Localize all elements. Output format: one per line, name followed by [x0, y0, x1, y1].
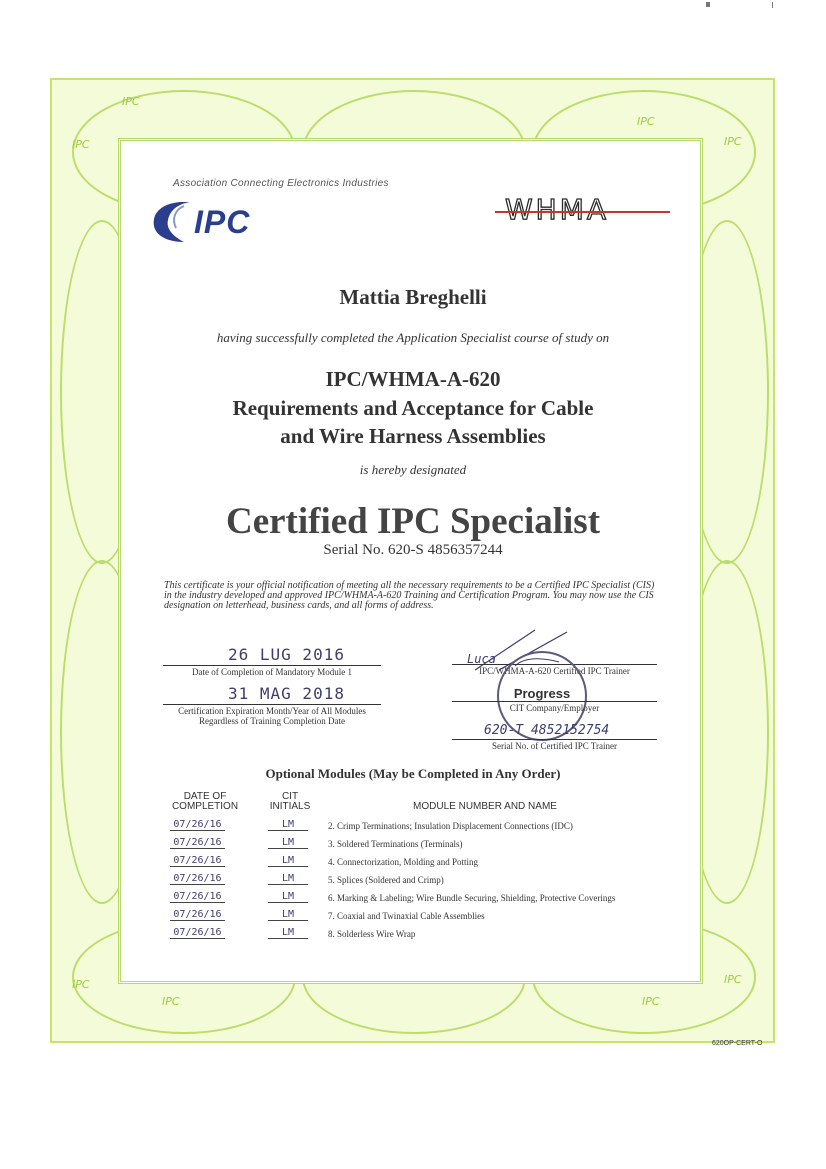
- module-initials: LM: [268, 819, 308, 831]
- border-ipc-mark: IPC: [162, 995, 180, 1008]
- border-ipc-mark: IPC: [72, 138, 90, 151]
- module-date: 07/26/16: [170, 819, 225, 831]
- module-initials: LM: [268, 855, 308, 867]
- module-date: 07/26/16: [170, 909, 225, 921]
- expiration-date-rule: [163, 704, 381, 705]
- completion-date-label: Date of Completion of Mandatory Module 1: [192, 667, 352, 677]
- border-ipc-mark: IPC: [724, 135, 742, 148]
- notice-line: designation on letterhead, business cards, and all forms of address.: [164, 600, 434, 611]
- standard-title-line: Requirements and Acceptance for Cable: [232, 396, 594, 420]
- border-ipc-mark: IPC: [642, 995, 660, 1008]
- trainer-label: IPC/WHMA-A-620 Certified IPC Trainer: [479, 666, 630, 676]
- module-initials: LM: [268, 873, 308, 885]
- signature-text: Luca: [467, 652, 496, 666]
- col-initials-header-line: CIT: [281, 791, 299, 802]
- module-date: 07/26/16: [170, 873, 225, 885]
- standard-title-line: and Wire Harness Assemblies: [280, 424, 546, 448]
- border-ipc-mark: IPC: [637, 115, 655, 128]
- specialist-serial: Serial No. 620-S 4856357244: [323, 542, 503, 558]
- module-name: 2. Crimp Terminations; Insulation Displacement Connections (IDC): [328, 821, 573, 831]
- company-label: CIT Company/Employer: [509, 703, 600, 713]
- ipc-logo: [150, 198, 270, 244]
- expiration-date-label: Certification Expiration Month/Year of All Modules: [178, 706, 366, 716]
- form-code: 620OP-CERT-O: [712, 1040, 763, 1047]
- whma-logo: [495, 193, 670, 226]
- module-name: 4. Connectorization, Molding and Potting: [328, 857, 478, 867]
- ipc-logo-text: IPC: [194, 204, 251, 240]
- col-initials-header-line: INITIALS: [269, 801, 311, 812]
- module-initials: LM: [268, 927, 308, 939]
- module-date: 07/26/16: [170, 855, 225, 867]
- module-name: 5. Splices (Soldered and Crimp): [328, 875, 444, 885]
- col-initials-header: [255, 792, 325, 812]
- modules-heading: Optional Modules (May be Completed in Any Order): [265, 766, 561, 781]
- company-rule: [452, 701, 657, 702]
- whma-logo-text: WHMA: [505, 193, 610, 226]
- ipc-tagline: Association Connecting Electronics Industries: [173, 178, 389, 189]
- module-row: [160, 891, 680, 909]
- notice-line: in the industry developed and approved IPC/WHMA-A-620 Training and Certification Program. You may now use the CIS: [164, 590, 654, 601]
- module-row: [160, 837, 680, 855]
- module-date: 07/26/16: [170, 837, 225, 849]
- module-row: [160, 855, 680, 873]
- border-ipc-mark: IPC: [122, 95, 140, 108]
- designation-title: Certified IPC Specialist: [225, 501, 601, 542]
- scan-mark: [706, 2, 710, 7]
- module-date: 07/26/16: [170, 891, 225, 903]
- trainer-serial: 620-T 4852152754: [484, 723, 610, 738]
- scan-mark: [772, 2, 773, 8]
- recipient-name: Mattia Breghelli: [339, 285, 487, 309]
- module-row: [160, 909, 680, 927]
- border-ipc-mark: IPC: [724, 973, 742, 986]
- module-name: 3. Soldered Terminations (Terminals): [328, 839, 463, 849]
- trainer-serial-label: Serial No. of Certified IPC Trainer: [492, 741, 617, 751]
- module-name: 6. Marking & Labeling; Wire Bundle Securing, Shielding, Protective Coverings: [328, 893, 616, 903]
- module-name: 8. Solderless Wire Wrap: [328, 929, 416, 939]
- module-initials: LM: [268, 909, 308, 921]
- module-date: 07/26/16: [170, 927, 225, 939]
- col-date-header-line: DATE OF: [183, 791, 227, 802]
- module-initials: LM: [268, 837, 308, 849]
- designated-line: is hereby designated: [359, 462, 467, 477]
- certificate-notice: [164, 581, 664, 611]
- standard-title-line: IPC/WHMA-A-620: [325, 367, 501, 391]
- trainer-serial-rule: [452, 739, 657, 740]
- col-name-header: MODULE NUMBER AND NAME: [413, 801, 557, 812]
- module-initials: LM: [268, 891, 308, 903]
- whma-logo-underline: [495, 211, 670, 213]
- col-date-header: [160, 792, 250, 812]
- notice-line: This certificate is your official notification of meeting all the necessary requirements to be a Certified IPC Specialist (CIS): [164, 580, 655, 591]
- module-row: [160, 927, 680, 945]
- expiration-date-stamp: 31 MAG 2018: [228, 684, 345, 703]
- module-row: [160, 819, 680, 837]
- module-row: [160, 873, 680, 891]
- module-name: 7. Coaxial and Twinaxial Cable Assemblies: [328, 911, 485, 921]
- company-stamp-text: Progress: [513, 686, 571, 701]
- completion-date-rule: [163, 665, 381, 666]
- col-date-header-line: COMPLETION: [171, 801, 239, 812]
- border-ipc-mark: IPC: [72, 978, 90, 991]
- expiration-date-label: Regardless of Training Completion Date: [199, 716, 345, 726]
- intro-line: having successfully completed the Application Specialist course of study on: [216, 330, 610, 345]
- completion-date-stamp: 26 LUG 2016: [228, 645, 345, 664]
